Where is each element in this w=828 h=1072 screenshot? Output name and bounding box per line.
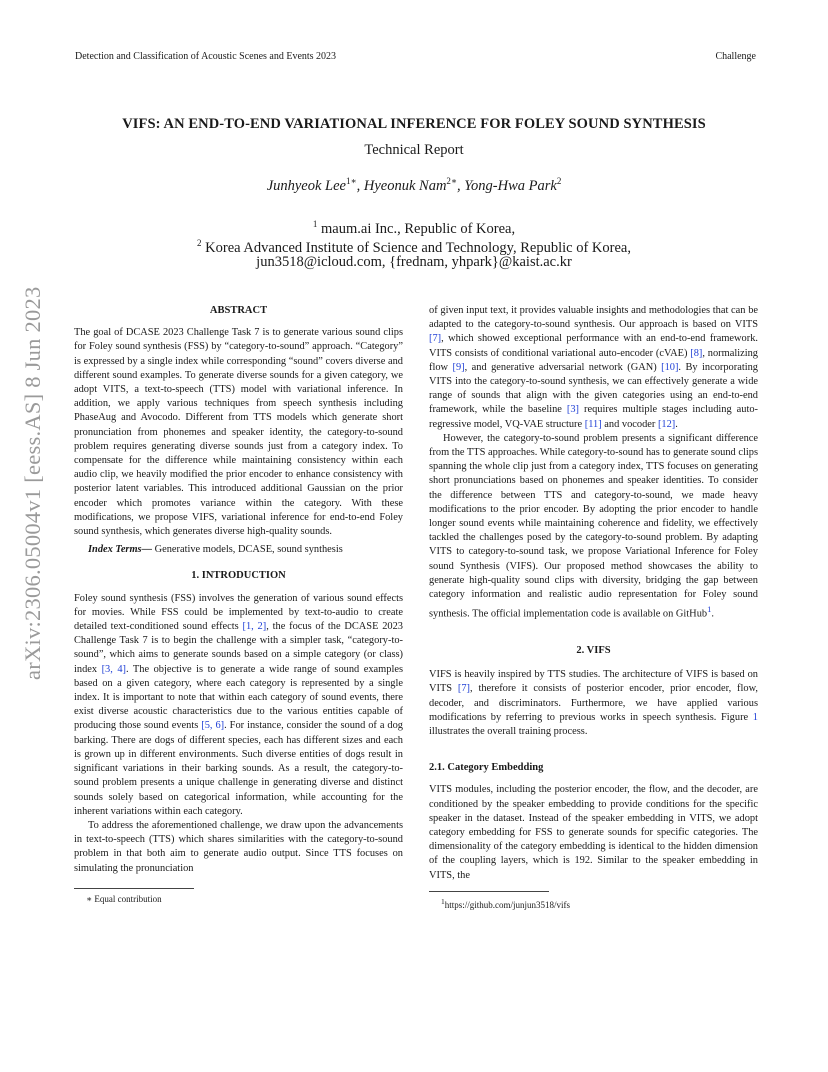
- citation-link[interactable]: [11]: [584, 418, 602, 430]
- footnote-rule: [429, 891, 549, 892]
- running-header-left: Detection and Classification of Acoustic Scenes and Events 2023: [75, 51, 337, 62]
- text-run: , the focus of the DCASE 2023 Challenge Task 7 is to begin the challenge with a simpler task, “category-to-sound”, which aims to generate sounds based on a simple category (or class) index: [74, 621, 403, 675]
- running-header-right: Challenge: [715, 51, 756, 62]
- author-name: Hyeonuk Nam: [363, 177, 447, 194]
- text-run: , and generative adversarial network (GAN): [464, 361, 662, 373]
- text-run: .: [675, 418, 678, 430]
- text-run: VIFS is heavily inspired by TTS studies. The architecture of VIFS is based on VITS: [429, 669, 758, 695]
- author-affiliation-mark: 2: [556, 176, 562, 186]
- citation-link[interactable]: [8]: [690, 347, 703, 359]
- paper-title: VIFS: AN END-TO-END VARIATIONAL INFERENCE FOR FOLEY SOUND SYNTHESIS: [122, 116, 706, 132]
- author-emails: jun3518@icloud.com, {frednam, yhpark}@kaist.ac.kr: [256, 254, 572, 270]
- index-terms: [74, 543, 403, 557]
- affiliation-text: Korea Advanced Institute of Science and Technology, Republic of Korea,: [201, 239, 631, 256]
- arxiv-stamp-text: arXiv:2306.05004v1 [eess.AS] 8 Jun 2023: [20, 286, 45, 680]
- abstract-heading: ABSTRACT: [209, 305, 268, 316]
- affiliation-mark: 2: [197, 238, 202, 248]
- arxiv-stamp: [20, 286, 50, 680]
- affiliation-mark: 1: [312, 219, 318, 229]
- text-run: . For instance, consider the sound of a dog barking. There are dogs of different species, each has different sizes and each is grown up in different environments. Such diverse entities of dogs result in significant variations in their barking sounds. As a result, the category-to-sound problem presents a unique challenge in generating diverse and distinct sounds solely based on categorical information, while accounting for the inherent variations within each category.: [74, 720, 403, 817]
- intro-paragraph-1: [74, 592, 403, 819]
- right-column: [429, 304, 758, 911]
- citation-link[interactable]: [7]: [429, 333, 442, 345]
- citation-link[interactable]: [9]: [452, 361, 465, 373]
- citation-link[interactable]: [7]: [457, 683, 471, 695]
- footnote-rule: [74, 888, 194, 889]
- citation-link[interactable]: [5, 6]: [201, 720, 225, 732]
- citation-link[interactable]: [3]: [566, 404, 580, 416]
- paper-subtitle: Technical Report: [364, 142, 464, 158]
- text-run: .: [711, 608, 715, 620]
- author-separator: ,: [356, 177, 364, 194]
- intro-paragraph-4: [429, 432, 758, 622]
- text-run: Foley sound synthesis (FSS) involves the generation of various sound effects for movies. While FSS could be implemented by text-to-audio to create detailed text-conditioned sound effects: [74, 592, 403, 633]
- footnote-link[interactable]: 1: [707, 604, 712, 615]
- index-terms-text: Generative models, DCASE, sound synthesis: [152, 544, 343, 556]
- affiliation-text: maum.ai Inc., Republic of Korea,: [317, 220, 516, 237]
- text-run: . The objective is to generate a wide range of sound examples based on a given category, where each category is represented by a single index. It is important to note that within each category of sound events, there exist diverse acoustic characteristics due to the various entities capable of producing those sound events: [74, 663, 403, 732]
- footnote-equal-contribution: ∗ Equal contribution: [86, 893, 162, 904]
- text-run: requires multiple stages including auto-regressive model, VQ-VAE structure: [429, 404, 758, 430]
- intro-paragraph-2: To address the aforementioned challenge, we draw upon the advancements in text-to-speech (TTS) which shares similarities with the category-to-sound problem in that both aim to generate audio output. Since TTS focuses on simulating the pronunciation: [74, 819, 403, 874]
- author-separator: ,: [457, 177, 465, 194]
- text-run: of given input text, it provides valuable insights and methodologies that can be adapted to the category-to-sound synthesis. Our approach is based on VITS: [429, 305, 758, 331]
- text-run: . By incorporating VITS into the category-to-sound synthesis, we can effectively generate a wide range of sounds that align with the given categories using an end-to-end framework, while the baseline: [429, 361, 758, 416]
- left-column: [74, 304, 403, 905]
- author-list: [0, 176, 828, 195]
- index-terms-label: Index Terms—: [88, 544, 152, 556]
- author-affiliation-mark: 2∗: [446, 176, 458, 186]
- text-run: , which showed exceptional performance with an end-to-end framework. VITS consists of conditional variational auto-encoder (cVAE): [429, 333, 758, 359]
- footnote-mark: 1: [441, 896, 445, 906]
- subsection-heading-category-embedding: 2.1. Category Embedding: [429, 762, 544, 774]
- citation-link[interactable]: [3, 4]: [101, 663, 127, 675]
- vifs-paragraph-2: VITS modules, including the posterior encoder, the flow, and the decoder, are conditioned by the speaker embedding to provide conditions for the specific speaker in the dataset. Instead of the speaker embedding in VITS, we adopt category embedding for FSS to generate sounds for specific categories. The dimensionality of the category embedding is identical to the hidden dimension of the coupling layers, which is 192. Similar to the speaker embedding in VITS, the: [429, 784, 758, 881]
- vifs-paragraph-1: [429, 668, 758, 739]
- author-name: Yong-Hwa Park: [464, 177, 557, 194]
- text-run: illustrates the overall training process.: [429, 725, 588, 737]
- figure-link[interactable]: 1: [752, 711, 758, 723]
- citation-link[interactable]: [1, 2]: [242, 621, 267, 633]
- text-run: However, the category-to-sound problem presents a significant difference from the TTS approaches. While category-to-sound has to generate sound clips spanning the whole clip just from a category index, TTS focuses on generating short pronunciations based on phonemes and speaker identities. To consider the difference between TTS and category-to-sound, we made heavy modifications to the prior encoder. By adopting the prior encoder to handle longer sound events while maintaining coherence and fidelity, we effectively tackled the challenges posed by the category-to-sound problem. By adapting VITS to category-to-sound task, we propose Variational Inference for Foley sound Synthesis (VIFS). Our proposed method showcases the ability to generate high-quality sound clips with diversity, bridging the gap between category information and realistic audio representation for Foley sound synthesis. The official implementation code is available on GitHub: [429, 432, 758, 620]
- author-name: Junhyeok Lee: [266, 177, 346, 194]
- abstract-text: The goal of DCASE 2023 Challenge Task 7 is to generate various sound clips for Foley sound synthesis (FSS) by “category-to-sound” approach. “Category” is expressed by a single index while corresponding “sound” covers diverse and different sound examples. To generate diverse sounds for a given category, we adopt VITS, a text-to-speech (TTS) model with variational inference. In addition, we apply various techniques from speech synthesis including PhaseAug and Avocodo. Different from TTS models which generate short pronunciation from phonemes and speaker identity, the category-to-sound problem requires generating diverse sounds just from a category index. To compensate for the difference while maintaining consistency within each audio clip, we heavily modified the prior encoder to enhance consistency with posterior latent variables. This introduced additional Gaussian on the prior encoder which promotes variance within the category. With these modifications, we propose VIFS, variational inference for end-to-end Foley sound synthesis, which generates diverse high-quality sounds.: [74, 327, 403, 538]
- citation-link[interactable]: [12]: [657, 418, 676, 430]
- text-run: , therefore it consists of posterior encoder, prior encoder, flow, decoder, and discriminators. Furthermore, we have applied various modifications by referring to previous works in speech synthesis. Figure: [429, 683, 758, 723]
- text-run: and vocoder: [601, 418, 658, 430]
- author-affiliation-mark: 1∗: [346, 176, 357, 186]
- text-run: , normalizing flow: [429, 347, 759, 373]
- section-heading-introduction: 1. INTRODUCTION: [191, 570, 286, 582]
- intro-paragraph-3: [429, 304, 758, 432]
- citation-link[interactable]: [10]: [661, 361, 679, 373]
- section-heading-vifs: 2. VIFS: [576, 644, 611, 656]
- footnote-github-url: [429, 896, 758, 911]
- footnote-url-text: https://github.com/junjun3518/vifs: [444, 899, 571, 910]
